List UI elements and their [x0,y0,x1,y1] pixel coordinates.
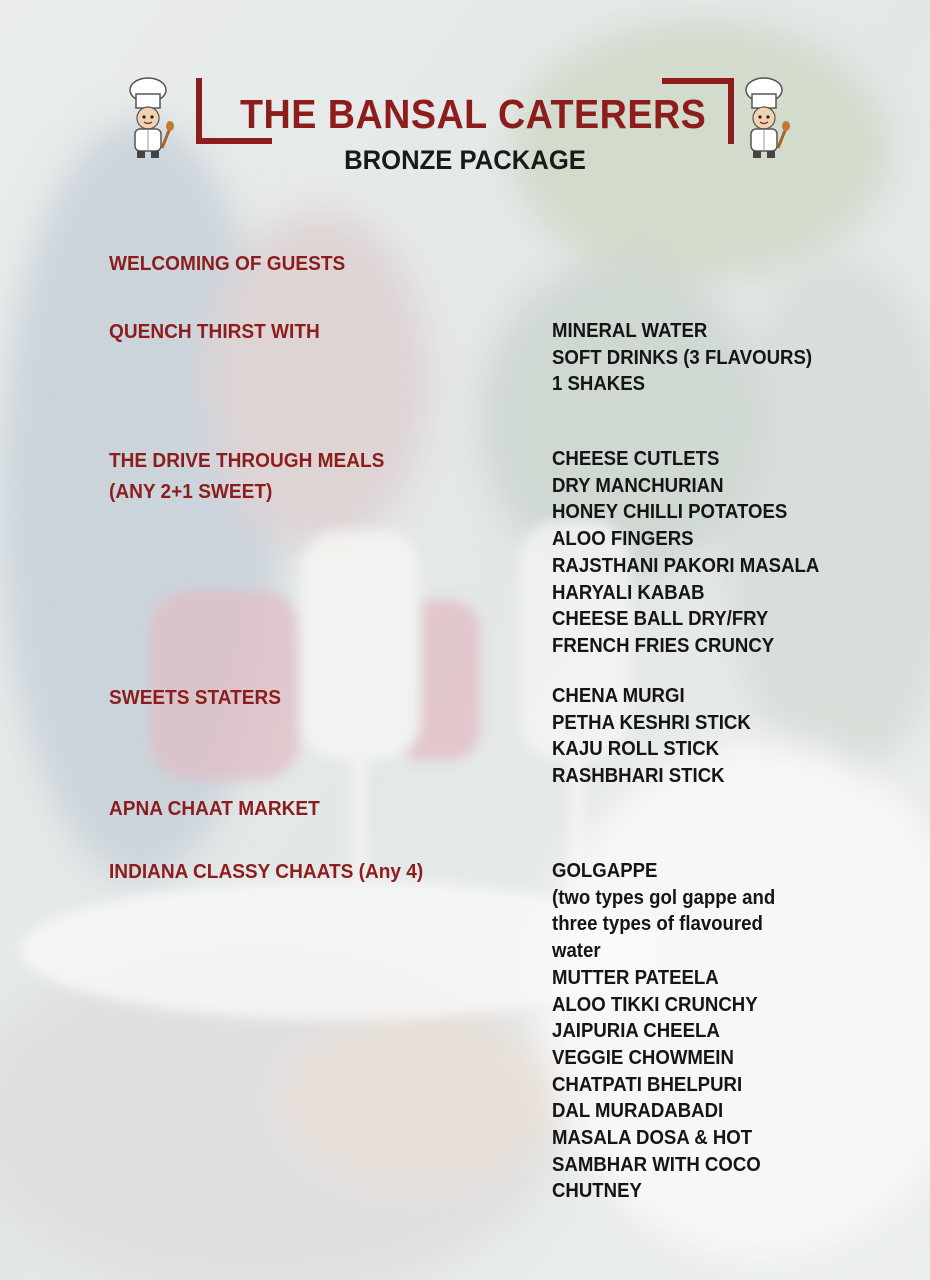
brand-title: THE BANSAL CATERERS [240,91,707,137]
menu-item: CHUTNEY [552,1180,642,1203]
chef-mascot-icon [122,76,174,160]
menu-item: DAL MURADABADI [552,1100,724,1123]
menu-item: FRENCH FRIES CRUNCY [552,634,775,657]
menu-item: ALOO FINGERS [552,528,694,551]
menu-item: CHEESE BALL DRY/FRY [552,608,769,631]
menu-item: SAMBHAR WITH COCO [552,1153,761,1176]
menu-item: (two types gol gappe and [552,886,776,909]
section-items-classy-chaats [552,858,775,1205]
menu-item: 1 SHAKES [552,373,646,396]
menu-item: GOLGAPPE [552,860,658,882]
menu-item: HARYALI KABAB [552,581,705,604]
chef-mascot-icon [738,76,790,160]
menu-item: DRY MANCHURIAN [552,474,724,497]
menu-item: CHATPATI BHELPURI [552,1073,743,1096]
section-items-drive-through [552,446,819,660]
menu-item: MINERAL WATER [552,320,708,342]
menu-item: RAJSTHANI PAKORI MASALA [552,554,820,577]
menu-item: CHENA MURGI [552,685,685,707]
menu-item: SOFT DRINKS (3 FLAVOURS) [552,346,813,369]
menu-item: MUTTER PATEELA [552,966,719,989]
menu-item: JAIPURIA CHEELA [552,1020,720,1043]
section-title-chaat-market: APNA CHAAT MARKET [109,797,320,820]
section-title-quench-thirst: QUENCH THIRST WITH [109,320,320,343]
section-title-drive-through: THE DRIVE THROUGH MEALS [109,449,385,472]
section-items-sweets [552,683,751,790]
menu-item: VEGGIE CHOWMEIN [552,1046,734,1069]
section-title-sweets: SWEETS STATERS [109,686,281,709]
menu-item: KAJU ROLL STICK [552,738,720,761]
menu-item: MASALA DOSA & HOT [552,1127,753,1150]
menu-item: ALOO TIKKI CRUNCHY [552,993,758,1016]
section-title-welcoming: WELCOMING OF GUESTS [109,252,346,275]
section-subtitle-drive-through: (ANY 2+1 SWEET) [109,480,273,503]
menu-item: three types of flavoured [552,913,763,936]
section-items-quench-thirst [552,318,812,398]
section-title-classy-chaats: INDIANA CLASSY CHAATS (Any 4) [109,860,424,883]
package-name: BRONZE PACKAGE [344,145,586,175]
menu-item: water [552,940,601,963]
menu-item: HONEY CHILLI POTATOES [552,501,788,524]
menu-item: RASHBHARI STICK [552,765,725,788]
menu-item: PETHA KESHRI STICK [552,711,751,734]
menu-item: CHEESE CUTLETS [552,448,720,470]
